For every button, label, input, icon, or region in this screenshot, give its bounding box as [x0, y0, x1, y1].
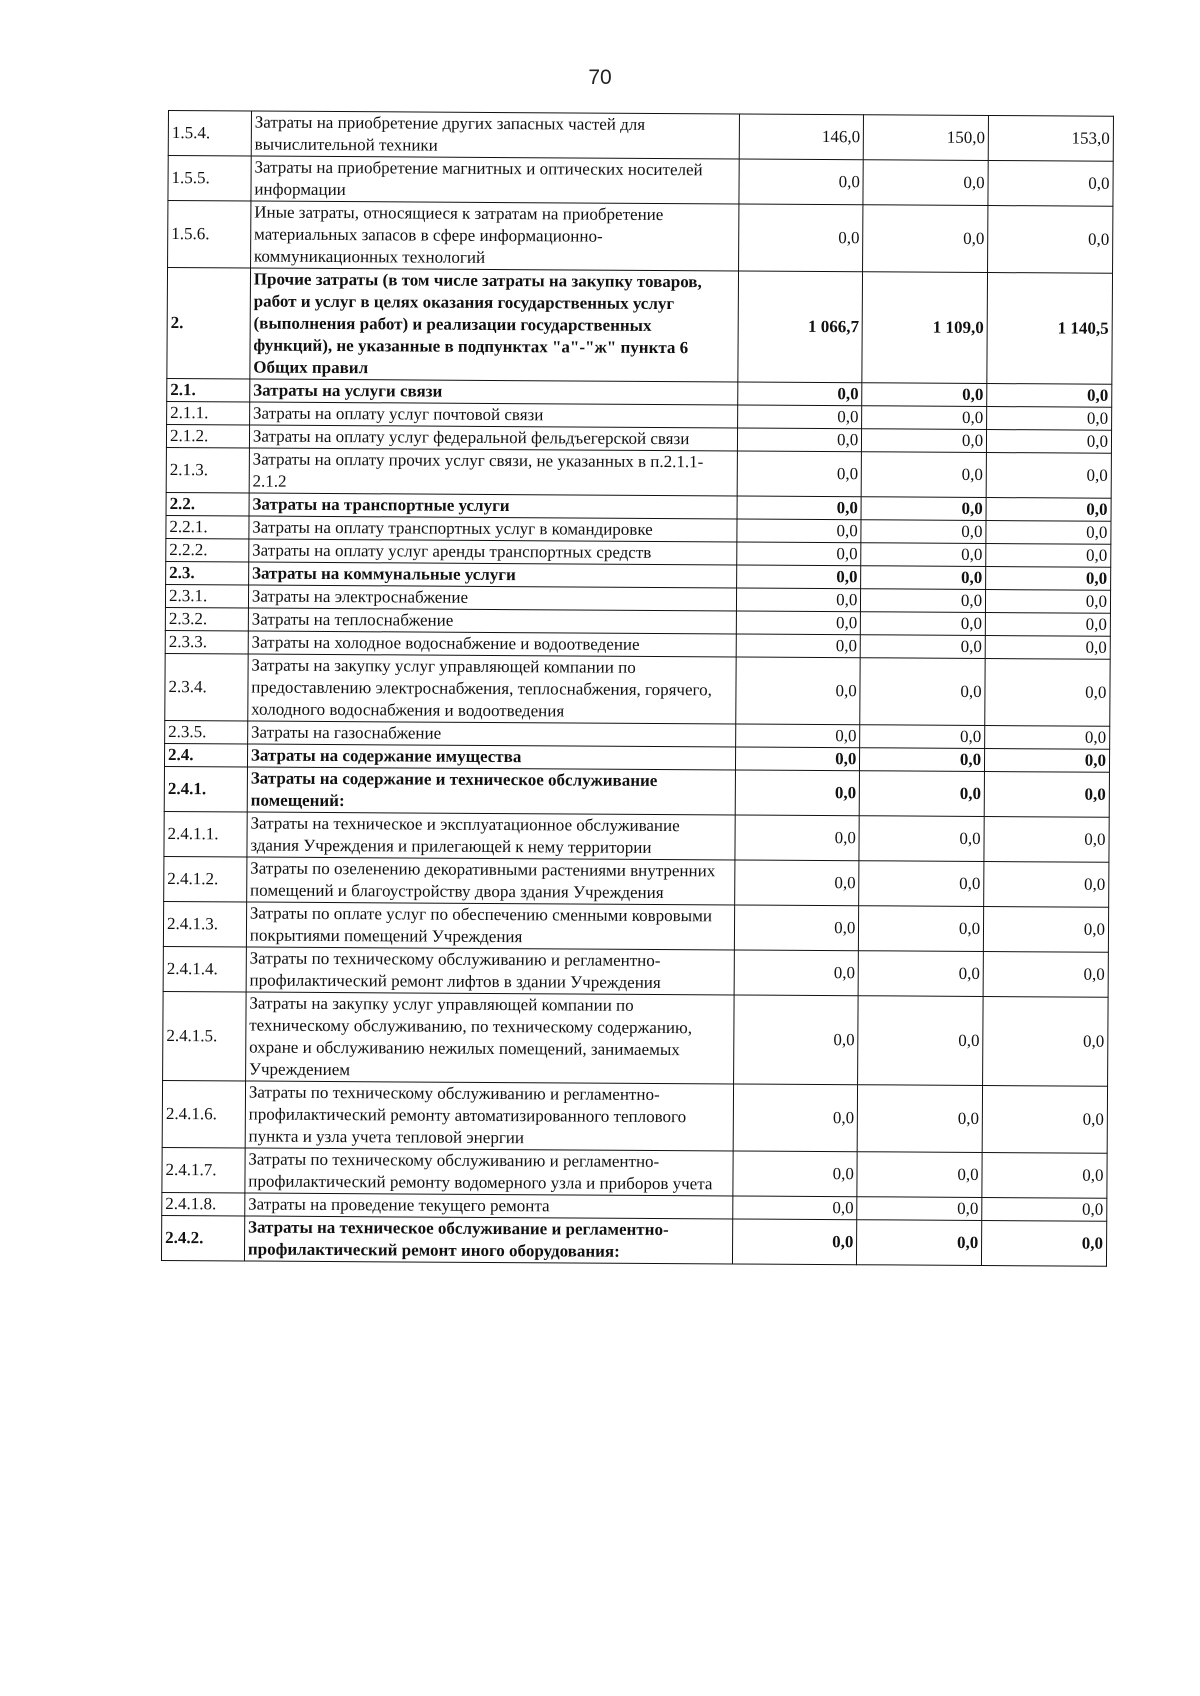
- row-code: 2.1.1.: [167, 401, 250, 425]
- row-value-3: 0,0: [982, 1085, 1107, 1153]
- table-row: [166, 447, 1111, 498]
- row-code: 1.5.5.: [168, 156, 251, 202]
- row-value-2: 0,0: [861, 452, 986, 498]
- row-value-2: 0,0: [860, 658, 985, 726]
- table-row: [165, 653, 1110, 726]
- row-value-2: 0,0: [863, 160, 988, 206]
- row-value-2: 0,0: [862, 383, 987, 407]
- row-name: Затраты по оплате услуг по обеспечению сменными ковровыми покрытиями помещений Учреждения: [246, 902, 734, 950]
- table-row: [168, 156, 1113, 207]
- row-value-1: 0,0: [732, 1219, 857, 1265]
- row-name: Затраты на приобретение магнитных и оптических носителей информации: [251, 156, 739, 204]
- row-code: 2.1.2.: [166, 424, 249, 448]
- row-value-2: 1 109,0: [862, 272, 987, 384]
- row-value-3: 0,0: [985, 659, 1110, 727]
- row-value-3: 0,0: [984, 861, 1109, 907]
- row-value-3: 0,0: [985, 726, 1110, 750]
- row-value-1: 0,0: [735, 724, 860, 748]
- table-row: [167, 268, 1113, 385]
- row-value-2: 0,0: [861, 497, 986, 521]
- row-value-3: 0,0: [986, 544, 1111, 568]
- row-value-3: 0,0: [985, 749, 1110, 773]
- row-code: 2.1.3.: [166, 447, 249, 493]
- row-name: Затраты на закупку услуг управляющей компании по предоставлению электроснабжения, теплоснабжения, горячего, холодного водоснабжения и водоотведения: [248, 654, 736, 724]
- row-value-1: 0,0: [736, 542, 861, 566]
- budget-table: [161, 110, 1114, 1267]
- row-value-1: 0,0: [733, 1084, 858, 1152]
- page-number: 70: [588, 66, 612, 89]
- row-value-1: 0,0: [733, 995, 858, 1085]
- row-code: 2.4.1.3.: [163, 901, 246, 947]
- row-name: Затраты на газоснабжение: [247, 721, 735, 747]
- row-code: 1.5.4.: [168, 111, 251, 157]
- row-name: Затраты на проведение текущего ремонта: [245, 1193, 733, 1219]
- row-code: 2.3.5.: [165, 720, 248, 744]
- row-value-1: 0,0: [734, 815, 859, 861]
- row-value-2: 0,0: [861, 635, 986, 659]
- row-value-3: 0,0: [983, 996, 1108, 1086]
- row-code: 2.2.: [166, 492, 249, 516]
- row-name: Затраты по техническому обслуживанию и регламентно-профилактический ремонту водомерного узла и приборов учета: [245, 1148, 733, 1196]
- row-name: Прочие затраты (в том числе затраты на закупку товаров, работ и услуг в целях оказания государственных услуг (выполнения работ) и реализации государственных функций), не указанные в подпунктах "а"-"ж" пункта 6 Общих правил: [250, 268, 738, 382]
- row-value-1: 0,0: [735, 770, 860, 816]
- row-code: 2.1.: [167, 378, 250, 402]
- row-code: 2.4.1.: [164, 766, 247, 812]
- row-value-3: 0,0: [986, 498, 1111, 522]
- row-name: Затраты на техническое обслуживание и регламентно-профилактический ремонт иного оборудования:: [244, 1216, 732, 1264]
- row-value-2: 0,0: [857, 1085, 982, 1153]
- row-name: Затраты на закупку услуг управляющей компании по техническому обслуживанию, по техническому содержанию, охране и обслуживанию нежилых помещений, занимаемых Учреждением: [245, 992, 733, 1084]
- row-name: Затраты по озеленению декоративными растениями внутренних помещений и благоустройству двора здания Учреждения: [247, 857, 735, 905]
- row-value-1: 0,0: [736, 565, 861, 589]
- row-value-2: 0,0: [860, 725, 985, 749]
- row-name: Затраты на оплату транспортных услуг в командировке: [249, 516, 737, 542]
- row-code: 2.: [167, 268, 251, 380]
- row-value-3: 0,0: [986, 590, 1111, 614]
- row-value-1: 0,0: [736, 611, 861, 635]
- row-name: Затраты на техническое и эксплуатационное обслуживание здания Учреждения и прилегающей к нему территории: [247, 812, 735, 860]
- row-value-2: 0,0: [862, 406, 987, 430]
- row-code: 2.4.1.5.: [163, 991, 246, 1081]
- row-name: Затраты на приобретение других запасных частей для вычислительной техники: [251, 111, 739, 159]
- row-value-3: 1 140,5: [987, 273, 1113, 385]
- table-row: [161, 1215, 1106, 1266]
- budget-table-container: [161, 110, 1114, 1267]
- row-value-3: 0,0: [983, 951, 1108, 997]
- row-code: 2.4.: [164, 743, 247, 767]
- row-value-1: 0,0: [734, 860, 859, 906]
- row-code: 2.4.2.: [161, 1215, 244, 1261]
- row-value-2: 0,0: [861, 543, 986, 567]
- row-value-3: 0,0: [987, 384, 1112, 408]
- row-value-1: 0,0: [737, 382, 862, 406]
- row-value-2: 0,0: [862, 429, 987, 453]
- row-value-3: 0,0: [984, 906, 1109, 952]
- row-value-2: 0,0: [857, 1197, 982, 1221]
- row-value-3: 0,0: [984, 772, 1109, 818]
- row-value-3: 0,0: [986, 521, 1111, 545]
- row-code: 2.4.1.4.: [163, 946, 246, 992]
- row-value-1: 0,0: [738, 159, 863, 205]
- row-name: Затраты на оплату услуг федеральной фельдъегерской связи: [249, 425, 737, 451]
- row-name: Затраты на содержание и техническое обслуживание помещений:: [247, 767, 735, 815]
- row-code: 1.5.6.: [168, 201, 251, 269]
- table-row: [162, 1147, 1107, 1198]
- budget-table-body: [161, 111, 1113, 1267]
- row-value-2: 0,0: [857, 1152, 982, 1198]
- row-value-2: 0,0: [857, 1220, 982, 1266]
- row-value-1: 0,0: [736, 588, 861, 612]
- row-value-3: 0,0: [988, 206, 1113, 274]
- row-value-3: 0,0: [987, 407, 1112, 431]
- row-name: Затраты на холодное водоснабжение и водоотведение: [248, 631, 736, 657]
- row-value-1: 0,0: [737, 428, 862, 452]
- table-row: [162, 1080, 1107, 1153]
- row-name: Затраты на услуги связи: [250, 379, 738, 405]
- row-code: 2.4.1.2.: [164, 856, 247, 902]
- row-value-2: 0,0: [861, 589, 986, 613]
- row-value-1: 0,0: [737, 496, 862, 520]
- row-value-3: 0,0: [982, 1197, 1107, 1221]
- row-value-2: 0,0: [861, 566, 986, 590]
- row-name: Затраты на транспортные услуги: [249, 493, 737, 519]
- row-value-2: 0,0: [860, 771, 985, 817]
- row-value-1: 146,0: [739, 114, 864, 160]
- row-value-1: 0,0: [735, 747, 860, 771]
- row-code: 2.4.1.7.: [162, 1147, 245, 1193]
- row-value-2: 150,0: [864, 115, 989, 161]
- table-row: [163, 991, 1109, 1086]
- table-row: [164, 856, 1109, 907]
- row-code: 2.3.3.: [165, 630, 248, 654]
- row-value-2: 0,0: [859, 816, 984, 862]
- row-code: 2.3.4.: [165, 653, 248, 721]
- row-code: 2.4.1.6.: [162, 1080, 245, 1148]
- table-row: [163, 946, 1108, 997]
- row-value-3: 0,0: [986, 567, 1111, 591]
- row-name: Затраты на оплату прочих услуг связи, не указанных в п.2.1.1-2.1.2: [249, 448, 737, 496]
- row-name: Затраты на содержание имущества: [247, 744, 735, 770]
- table-row: [168, 111, 1113, 162]
- row-value-1: 0,0: [734, 950, 859, 996]
- row-value-2: 0,0: [861, 612, 986, 636]
- row-name: Затраты на теплоснабжение: [248, 608, 736, 634]
- row-code: 2.2.2.: [166, 538, 249, 562]
- table-row: [164, 766, 1109, 817]
- row-value-2: 0,0: [863, 205, 988, 273]
- row-value-1: 0,0: [737, 405, 862, 429]
- row-value-2: 0,0: [858, 951, 983, 997]
- row-value-3: 0,0: [987, 430, 1112, 454]
- row-value-2: 0,0: [861, 520, 986, 544]
- row-value-2: 0,0: [860, 748, 985, 772]
- row-code: 2.4.1.8.: [162, 1192, 245, 1216]
- row-name: Затраты на оплату услуг почтовой связи: [249, 402, 737, 428]
- row-value-2: 0,0: [859, 861, 984, 907]
- row-value-1: 1 066,7: [737, 271, 862, 383]
- row-value-1: 0,0: [737, 451, 862, 497]
- row-value-1: 0,0: [736, 634, 861, 658]
- row-value-3: 0,0: [984, 816, 1109, 862]
- row-value-2: 0,0: [859, 906, 984, 952]
- row-value-1: 0,0: [736, 519, 861, 543]
- row-value-3: 153,0: [988, 116, 1113, 162]
- row-code: 2.3.: [166, 561, 249, 585]
- table-row: [164, 811, 1109, 862]
- row-value-3: 0,0: [985, 613, 1110, 637]
- row-value-1: 0,0: [738, 204, 863, 272]
- row-code: 2.2.1.: [166, 515, 249, 539]
- row-name: Затраты по техническому обслуживанию и регламентно-профилактический ремонту автоматизированного теплового пункта и узла учета тепловой энергии: [245, 1081, 733, 1151]
- row-value-3: 0,0: [988, 161, 1113, 207]
- row-value-3: 0,0: [986, 453, 1111, 499]
- row-name: Затраты по техническому обслуживанию и регламентно-профилактический ремонт лифтов в здании Учреждения: [246, 947, 734, 995]
- row-value-1: 0,0: [734, 905, 859, 951]
- row-name: Затраты на электроснабжение: [248, 585, 736, 611]
- row-value-1: 0,0: [735, 657, 860, 725]
- table-row: [163, 901, 1108, 952]
- row-code: 2.3.1.: [165, 584, 248, 608]
- row-name: Затраты на оплату услуг аренды транспортных средств: [249, 539, 737, 565]
- table-row: [168, 201, 1113, 274]
- row-code: 2.3.2.: [165, 607, 248, 631]
- row-value-1: 0,0: [732, 1151, 857, 1197]
- row-code: 2.4.1.1.: [164, 811, 247, 857]
- row-value-2: 0,0: [858, 996, 983, 1086]
- row-name: Иные затраты, относящиеся к затратам на приобретение материальных запасов в сфере информационно-коммуникационных технологий: [250, 201, 738, 271]
- row-value-3: 0,0: [982, 1152, 1107, 1198]
- row-value-3: 0,0: [982, 1220, 1107, 1266]
- row-value-1: 0,0: [732, 1196, 857, 1220]
- row-value-3: 0,0: [985, 636, 1110, 660]
- row-name: Затраты на коммунальные услуги: [248, 562, 736, 588]
